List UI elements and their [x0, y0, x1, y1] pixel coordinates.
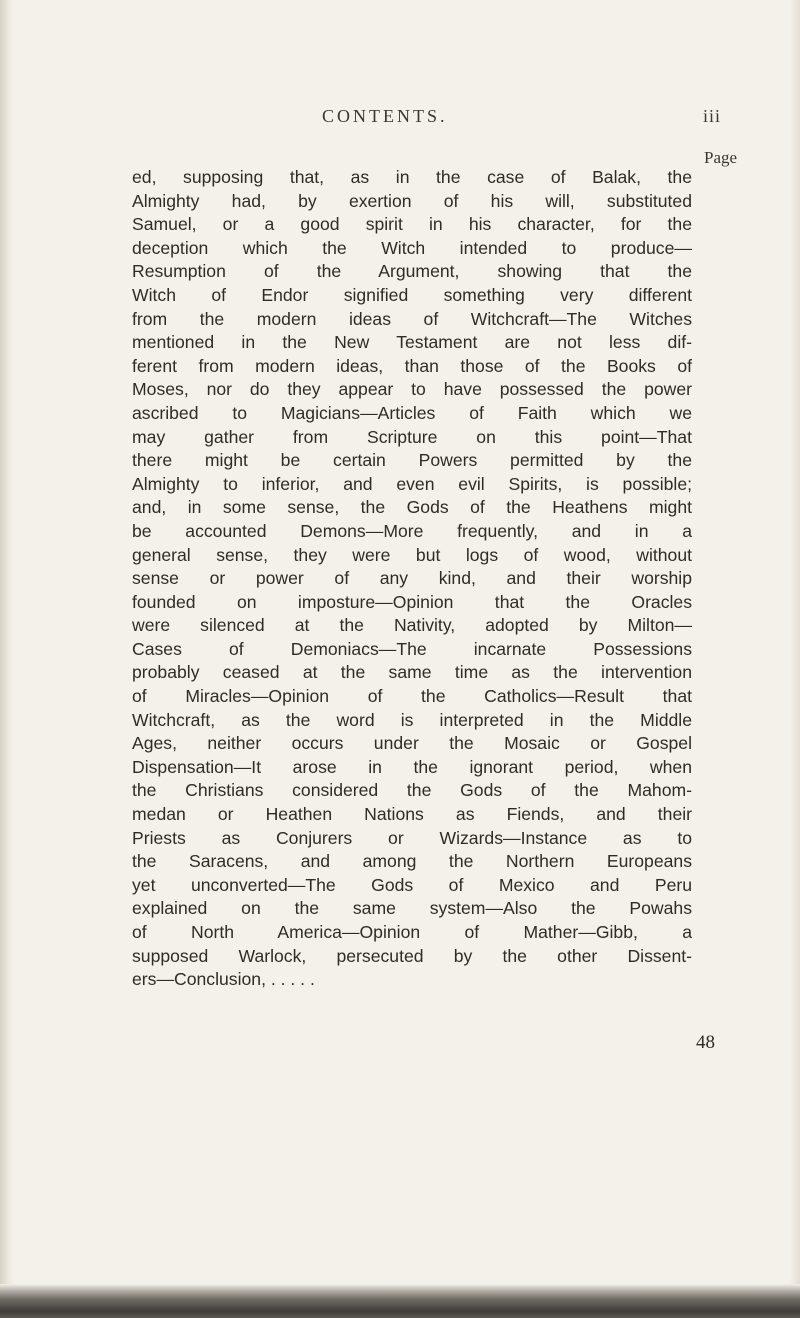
text-line: were silenced at the Nativity, adopted by Milton— — [132, 615, 692, 636]
text-line: general sense, they were but logs of wood, without — [132, 544, 692, 565]
text-line: there might be certain Powers permitted by the — [132, 450, 692, 471]
text-line: Ages, neither occurs under the Mosaic or Gospel — [132, 733, 692, 754]
contents-entry-text — [132, 166, 692, 992]
text-line: deception which the Witch intended to produce— — [132, 237, 692, 258]
page-column-label: Page — [704, 148, 738, 167]
text-line: Dispensation—It arose in the ignorant period, when — [132, 756, 692, 777]
text-line: yet unconverted—The Gods of Mexico and Peru — [132, 874, 692, 895]
text-line: probably ceased at the same time as the intervention — [132, 662, 692, 683]
text-line: Cases of Demoniacs—The incarnate Possessions — [132, 638, 692, 659]
text-line: Witchcraft, as the word is interpreted in the Middle — [132, 709, 692, 730]
text-line: founded on imposture—Opinion that the Oracles — [132, 591, 692, 612]
text-line: ascribed to Magicians—Articles of Faith which we — [132, 402, 692, 423]
running-title: CONTENTS. — [322, 106, 448, 126]
text-line: explained on the same system—Also the Powahs — [132, 898, 692, 919]
running-head — [0, 106, 800, 130]
text-line: be accounted Demons—More frequently, and in a — [132, 520, 692, 541]
text-line: Priests as Conjurers or Wizards—Instance as to — [132, 827, 692, 848]
text-line: may gather from Scripture on this point—That — [132, 426, 692, 447]
text-line: Moses, nor do they appear to have possessed the power — [132, 379, 692, 400]
folio-number: iii — [703, 106, 722, 126]
page-reference-number: 48 — [696, 1032, 715, 1053]
text-line: Witch of Endor signified something very different — [132, 284, 692, 305]
page-left-edge-shadow — [0, 0, 14, 1318]
text-line: Samuel, or a good spirit in his character, for the — [132, 214, 692, 235]
text-line: ed, supposing that, as in the case of Balak, the — [132, 167, 692, 187]
text-line: mentioned in the New Testament are not less dif- — [132, 332, 692, 353]
text-line: the Saracens, and among the Northern Europeans — [132, 851, 692, 872]
text-line: of North America—Opinion of Mather—Gibb, a — [132, 922, 692, 942]
text-line: and, in some sense, the Gods of the Heathens might — [132, 497, 692, 518]
page-right-edge-shadow — [790, 0, 800, 1318]
text-line-final: ers—Conclusion, . . . . . — [132, 969, 315, 990]
text-line: supposed Warlock, persecuted by the other Dissent- — [132, 945, 692, 966]
text-line: sense or power of any kind, and their worship — [132, 568, 692, 589]
text-line: medan or Heathen Nations as Fiends, and their — [132, 804, 692, 825]
text-line: the Christians considered the Gods of the Mahom- — [132, 780, 692, 801]
text-line: from the modern ideas of Witchcraft—The Witches — [132, 308, 692, 329]
text-line: ferent from modern ideas, than those of the Books of — [132, 355, 692, 376]
scan-bottom-edge — [0, 1284, 800, 1318]
text-line: Almighty to inferior, and even evil Spirits, is possible; — [132, 473, 692, 494]
text-line: Resumption of the Argument, showing that the — [132, 261, 692, 282]
text-line: Almighty had, by exertion of his will, substituted — [132, 190, 692, 211]
text-line: of Miracles—Opinion of the Catholics—Result that — [132, 686, 692, 707]
